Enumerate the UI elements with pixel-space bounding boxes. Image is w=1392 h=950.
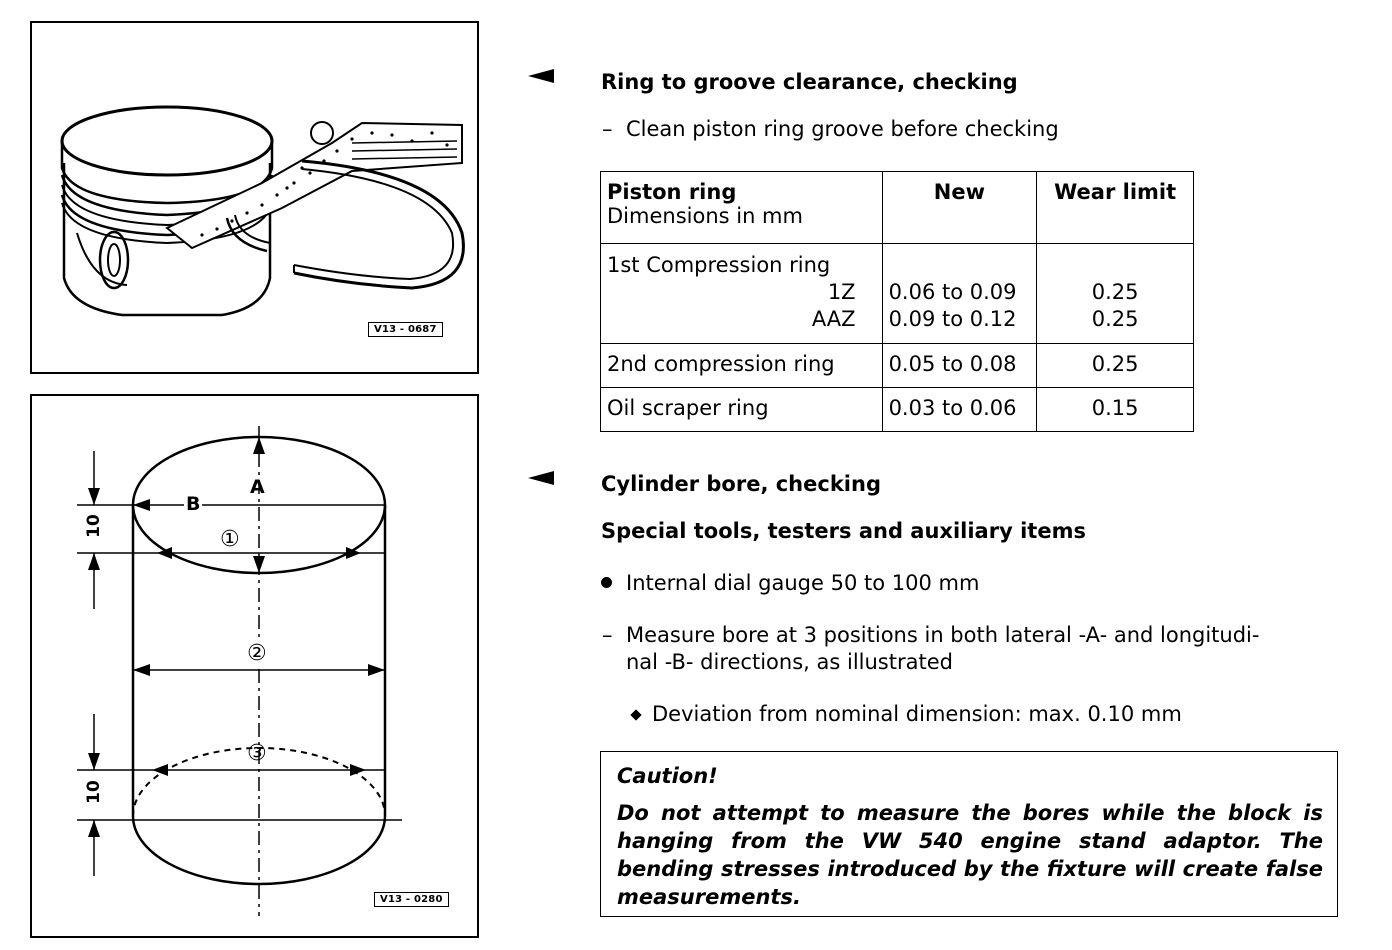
dash-icon: – [602,623,613,647]
row-sublabel: AAZ [811,307,856,331]
measure-step-line2: nal -B- directions, as illustrated [626,650,953,674]
position-3-label: ③ [247,741,267,766]
section-pointer-icon [528,471,554,485]
piston-ring-illustration [32,23,477,372]
section-pointer-icon [528,69,554,83]
dash-icon: – [602,117,613,141]
caution-box [600,751,1338,917]
figure-code-label: V13 - 0687 [368,322,443,337]
cylinder-figure [30,394,479,938]
table-cell: 2nd compression ring [601,344,883,388]
table-row [601,388,1194,432]
deviation-spec: Deviation from nominal dimension: max. 0.10 mm [652,702,1182,726]
caution-title: Caution! [617,764,718,788]
dimension-bottom-label: 10 [83,780,104,804]
limit-value: 0.25 [1091,307,1139,331]
position-1-label: ① [220,527,240,552]
table-cell: 0.15 [1037,388,1194,432]
ring-clearance-table [600,171,1194,432]
position-2-label: ② [247,641,267,666]
section1-heading: Ring to groove clearance, checking [601,70,1018,94]
section1-step: Clean piston ring groove before checking [626,117,1059,141]
table-cell: 0.03 to 0.06 [882,388,1037,432]
table-cell [601,244,883,344]
measure-step-line1: Measure bore at 3 positions in both lateral -A- and longitudi- [626,623,1260,647]
figure-code-label: V13 - 0280 [374,892,449,907]
row-sublabel: 1Z [827,280,856,304]
dimension-top-label: 10 [83,514,104,538]
table-cell [882,244,1037,344]
table-row [601,244,1194,344]
table-cell: 0.05 to 0.08 [882,344,1037,388]
section2-heading: Cylinder bore, checking [601,472,881,496]
row-label: 1st Compression ring [607,253,831,277]
limit-value: 0.25 [1091,280,1139,304]
table-header-row [601,172,1194,244]
new-value: 0.09 to 0.12 [888,307,1017,331]
table-cell: Oil scraper ring [601,388,883,432]
table-cell: 0.25 [1037,344,1194,388]
column-header-sub: Dimensions in mm [607,204,803,228]
diamond-bullet-icon [630,709,641,720]
tool-item: Internal dial gauge 50 to 100 mm [626,571,980,595]
label-a: A [250,476,265,498]
column-header [601,172,883,244]
column-header: Wear limit [1037,172,1194,244]
table-row [601,344,1194,388]
table-cell [1037,244,1194,344]
column-header: New [882,172,1037,244]
tools-heading: Special tools, testers and auxiliary items [601,519,1086,543]
caution-text: Do not attempt to measure the bores while the block is hanging from the VW 540 engine stand adaptor. The bending stresses introduced by the fixture will create false measurements. [617,801,1323,909]
new-value: 0.06 to 0.09 [888,280,1017,304]
column-header-title: Piston ring [607,180,737,204]
label-b: B [186,493,201,515]
bullet-icon [601,577,612,588]
piston-figure [30,21,479,374]
